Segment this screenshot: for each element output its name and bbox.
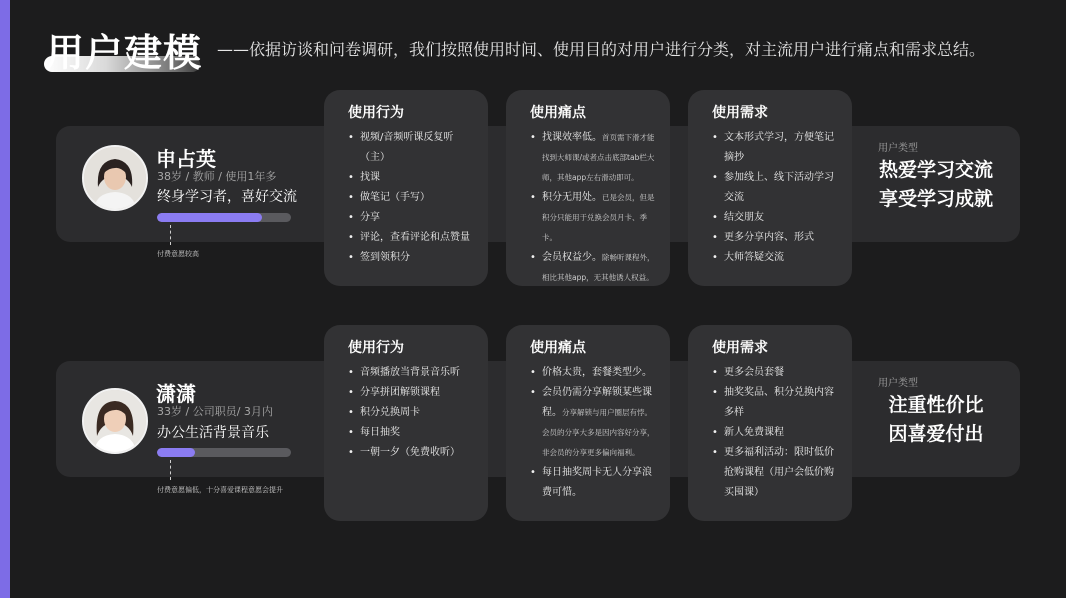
list-item-text: 抽奖奖品、积分兑换内容多样 xyxy=(724,387,834,418)
box-list xyxy=(348,128,476,268)
pay-willingness-bar xyxy=(157,213,291,222)
persona-tagline: 办公生活背景音乐 xyxy=(157,425,269,441)
box-list xyxy=(530,363,658,503)
pay-note-connector xyxy=(170,225,171,245)
behavior-box xyxy=(324,90,488,286)
user-type xyxy=(874,391,998,449)
list-item-text: 更多会员套餐 xyxy=(724,367,784,378)
list-item xyxy=(712,228,840,248)
list-item-text: 更多福利活动：限时低价抢购课程（用户会低价购买囤课） xyxy=(724,447,834,498)
needs-box xyxy=(688,90,852,286)
persona-name: 潇潇 xyxy=(156,382,196,406)
list-item xyxy=(712,168,840,208)
list-item-text: 评论，查看评论和点赞量 xyxy=(360,232,470,243)
list-item-text: 新人免费课程 xyxy=(724,427,784,438)
list-item xyxy=(348,403,476,423)
persona-name: 申占英 xyxy=(156,147,216,171)
list-item xyxy=(348,188,476,208)
list-item-note: 分享解锁与用户圈层有悖。会员的分享大多是因内容好分享，非会员的分享更多偏向福利。 xyxy=(542,408,655,457)
user-type-label: 用户类型 xyxy=(878,378,918,389)
pay-willingness-bar xyxy=(157,448,291,457)
list-item xyxy=(712,208,840,228)
persona-meta: 38岁 / 教师 / 使用1年多 xyxy=(157,170,277,183)
list-item xyxy=(348,363,476,383)
list-item xyxy=(348,168,476,188)
user-type-line: 热爱学习交流 xyxy=(878,159,993,181)
accent-bar xyxy=(0,0,10,600)
list-item-text: 结交朋友 xyxy=(724,212,764,223)
list-item xyxy=(530,248,658,288)
box-title: 使用痛点 xyxy=(530,105,586,121)
avatar xyxy=(82,388,148,454)
list-item xyxy=(530,383,658,463)
list-item-text: 会员仍需分享解锁某些课程。 xyxy=(542,387,652,418)
list-item-text: 找课效率低。 xyxy=(542,132,602,143)
list-item xyxy=(530,363,658,383)
list-item-text: 做笔记（手写） xyxy=(360,192,430,203)
box-title: 使用痛点 xyxy=(530,340,586,356)
behavior-box xyxy=(324,325,488,521)
pain-box xyxy=(506,90,670,286)
pay-note: 付费意愿偏低，十分喜爱课程意愿会提升 xyxy=(157,486,283,494)
list-item xyxy=(348,383,476,403)
pain-box xyxy=(506,325,670,521)
list-item xyxy=(348,128,476,168)
box-list xyxy=(712,363,840,503)
list-item xyxy=(712,443,840,503)
list-item xyxy=(530,188,658,248)
list-item-text: 音频播放当背景音乐听 xyxy=(360,367,460,378)
portrait-illustration xyxy=(84,390,146,452)
user-type xyxy=(874,156,998,214)
list-item-text: 会员权益少。 xyxy=(542,252,602,263)
list-item-note: 除畅听课程外，相比其他app，无其他诱人权益。 xyxy=(542,253,655,282)
box-title: 使用行为 xyxy=(348,105,404,121)
list-item-text: 分享拼团解锁课程 xyxy=(360,387,440,398)
list-item xyxy=(348,228,476,248)
list-item-text: 找课 xyxy=(360,172,380,183)
list-item-text: 一朝一夕（免费收听） xyxy=(360,447,460,458)
persona-meta: 33岁 / 公司职员/ 3月内 xyxy=(157,405,273,418)
pay-willingness-fill xyxy=(157,448,195,457)
box-title: 使用需求 xyxy=(712,105,768,121)
list-item xyxy=(712,248,840,268)
user-type-label: 用户类型 xyxy=(878,143,918,154)
list-item xyxy=(348,423,476,443)
list-item-text: 每日抽奖 xyxy=(360,427,400,438)
list-item-text: 签到领积分 xyxy=(360,252,410,263)
page-title: 用户建模 xyxy=(46,31,203,75)
user-type-line: 因喜爱付出 xyxy=(888,423,984,445)
box-list xyxy=(712,128,840,268)
list-item xyxy=(712,128,840,168)
list-item xyxy=(530,463,658,503)
user-type-line: 注重性价比 xyxy=(888,394,984,416)
list-item xyxy=(712,423,840,443)
title-block xyxy=(44,22,204,74)
list-item-text: 每日抽奖周卡无人分享浪费可惜。 xyxy=(542,467,652,498)
list-item-text: 视频/音频听课反复听（主） xyxy=(360,132,454,163)
list-item xyxy=(348,443,476,463)
pay-note-connector xyxy=(170,460,171,480)
list-item xyxy=(348,208,476,228)
list-item-text: 价格太贵，套餐类型少。 xyxy=(542,367,652,378)
box-list xyxy=(530,128,658,288)
list-item-text: 更多分享内容、形式 xyxy=(724,232,814,243)
box-title: 使用行为 xyxy=(348,340,404,356)
list-item xyxy=(712,363,840,383)
list-item-note: 首页需下滑才能找到大师课/或者点击底部tab栏大师，其他app左右滑动即可。 xyxy=(542,133,655,182)
list-item-text: 参加线上、线下活动学习交流 xyxy=(724,172,834,203)
persona-tagline: 终身学习者，喜好交流 xyxy=(157,189,297,205)
needs-box xyxy=(688,325,852,521)
list-item xyxy=(712,383,840,423)
list-item-note: 已是会员，但是积分只能用于兑换会员月卡、季卡。 xyxy=(542,193,655,242)
list-item xyxy=(348,248,476,268)
pay-willingness-fill xyxy=(157,213,262,222)
user-type-line: 享受学习成就 xyxy=(878,188,993,210)
pay-note: 付费意愿较高 xyxy=(157,250,199,258)
portrait-illustration xyxy=(84,147,146,209)
page-subtitle: ——依据访谈和问卷调研，我们按照使用时间、使用目的对用户进行分类，对主流用户进行痛点和需求总结。 xyxy=(217,40,986,59)
list-item-text: 积分兑换周卡 xyxy=(360,407,420,418)
list-item xyxy=(530,128,658,188)
list-item-text: 大师答疑交流 xyxy=(724,252,784,263)
avatar xyxy=(82,145,148,211)
list-item-text: 文本形式学习，方便笔记摘抄 xyxy=(724,132,834,163)
list-item-text: 分享 xyxy=(360,212,380,223)
list-item-text: 积分无用处。 xyxy=(542,192,602,203)
box-title: 使用需求 xyxy=(712,340,768,356)
box-list xyxy=(348,363,476,463)
